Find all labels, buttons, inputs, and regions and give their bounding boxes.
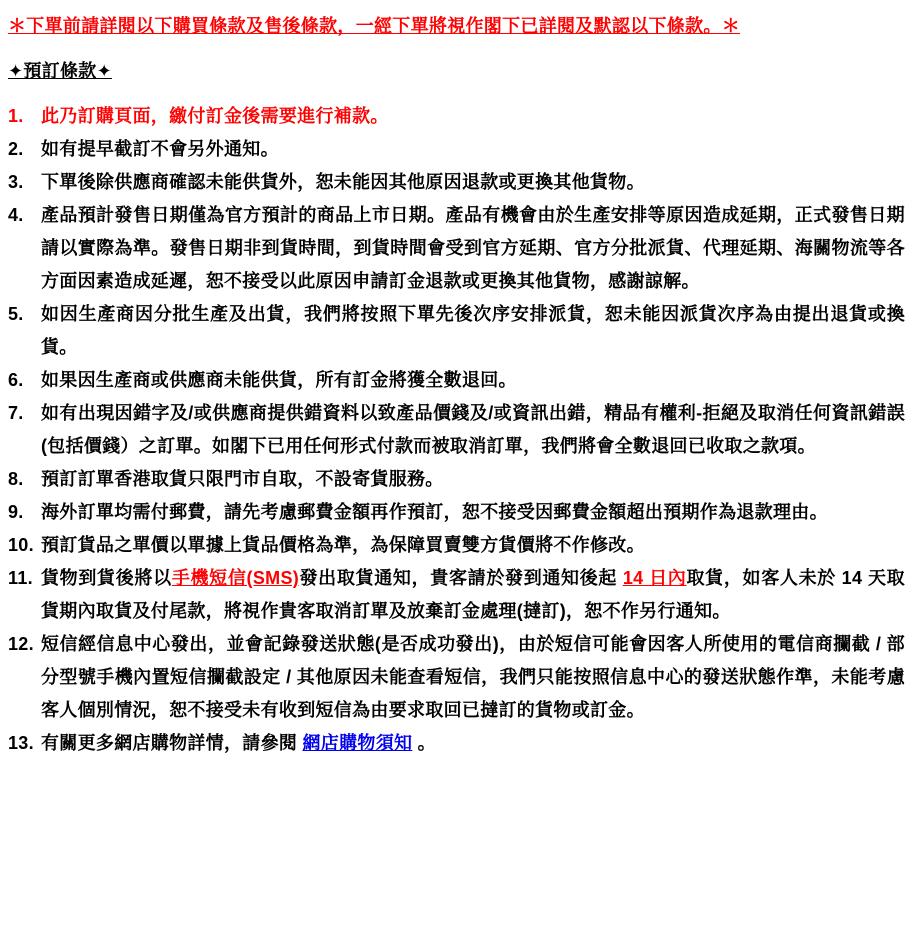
term-number: 13. xyxy=(8,733,34,753)
term-item-12 xyxy=(8,628,905,727)
term-text: 如因生產商因分批生產及出貨，我們將按照下單先後次序安排派貨，恕未能因派貨次序為由提出退貨或換貨。 xyxy=(41,304,905,357)
term-item-4 xyxy=(8,199,905,298)
term-text-part: 發出取貨通知，貴客請於發到通知後起 xyxy=(299,568,623,588)
warning-header-text: ＊下單前請詳閱以下購買條款及售後條款，一經下單將視作閣下已詳閱及默認以下條款。＊ xyxy=(8,16,740,36)
terms-list xyxy=(8,100,905,760)
term-text: 如有出現因錯字及/或供應商提供錯資料以致產品價錢及/或資訊出錯，精品有權利-拒絕及取消任何資訊錯誤(包括價錢）之訂單。如閣下已用任何形式付款而被取消訂單，我們將會全數退回已收取之款項。 xyxy=(41,403,905,456)
term-text: 此乃訂購頁面，繳付訂金後需要進行補款。 xyxy=(41,106,389,126)
term-item-6 xyxy=(8,364,905,397)
term-item-5 xyxy=(8,298,905,364)
term-text: 產品預計發售日期僅為官方預計的商品上市日期。產品有機會由於生產安排等原因造成延期，正式發售日期請以實際為準。發售日期非到貨時間，到貨時間會受到官方延期、官方分批派貨、代理延期、海關物流等各方面因素造成延遲，恕不接受以此原因申請訂金退款或更換其他貨物，感謝諒解。 xyxy=(41,205,905,291)
term-item-3 xyxy=(8,166,905,199)
term-item-11 xyxy=(8,562,905,628)
section-title: ✦預訂條款✦ xyxy=(8,61,112,81)
term-number: 11. xyxy=(8,568,33,588)
term-number: 8. xyxy=(8,469,24,489)
pickup-deadline-highlight: 14 日內 xyxy=(622,568,687,588)
term-number: 2. xyxy=(8,139,24,159)
sms-highlight: 手機短信(SMS) xyxy=(171,568,300,588)
warning-header xyxy=(8,10,905,43)
term-text: 海外訂單均需付郵費，請先考慮郵費金額再作預訂，恕不接受因郵費金額超出預期作為退款理由。 xyxy=(41,502,828,522)
term-text: 短信經信息中心發出，並會記錄發送狀態(是否成功發出)，由於短信可能會因客人所使用的電信商攔截 / 部分型號手機內置短信攔截設定 / 其他原因未能查看短信，我們只能按照信息中心的發送狀態作準，未能考慮客人個別情況，恕不接受未有收到短信為由要求取回已撻訂的貨物或訂金。 xyxy=(41,634,905,720)
term-number: 3. xyxy=(8,172,24,192)
term-item-9 xyxy=(8,496,905,529)
term-item-2 xyxy=(8,133,905,166)
term-text: 下單後除供應商確認未能供貨外，恕未能因其他原因退款或更換其他貨物。 xyxy=(41,172,645,192)
term-text: 預訂貨品之單價以單據上貨品價格為準，為保障買賣雙方貨價將不作修改。 xyxy=(41,535,645,555)
term-text xyxy=(41,562,905,628)
term-text-part: 有關更多網店購物詳情，請參閱 xyxy=(41,733,303,753)
term-item-10 xyxy=(8,529,905,562)
section-title-row xyxy=(8,55,905,88)
term-number: 6. xyxy=(8,370,24,390)
term-number: 5. xyxy=(8,304,24,324)
term-item-13 xyxy=(8,727,905,760)
term-text-part: 。 xyxy=(412,733,436,753)
term-item-8 xyxy=(8,463,905,496)
term-number: 9. xyxy=(8,502,24,522)
term-number: 4. xyxy=(8,205,24,225)
term-text-part: 貨物到貨後將以 xyxy=(41,568,172,588)
term-text: 如有提早截訂不會另外通知。 xyxy=(41,139,279,159)
term-number: 10. xyxy=(8,535,34,555)
store-guide-link[interactable]: 網店購物須知 xyxy=(302,733,413,753)
term-number: 7. xyxy=(8,403,24,423)
term-item-1 xyxy=(8,100,905,133)
term-item-7 xyxy=(8,397,905,463)
term-text: 預訂訂單香港取貨只限門市自取，不設寄貨服務。 xyxy=(41,469,444,489)
term-text-part: 取貨，如客人未於 14 天取貨期內取貨及付尾款，將視作貴客取消訂單及放棄訂金處理(撻訂)，恕不作另行通知。 xyxy=(41,568,905,621)
term-number: 1. xyxy=(8,106,24,126)
term-text: 如果因生產商或供應商未能供貨，所有訂金將獲全數退回。 xyxy=(41,370,517,390)
term-text xyxy=(41,727,905,760)
term-number: 12. xyxy=(8,634,34,654)
